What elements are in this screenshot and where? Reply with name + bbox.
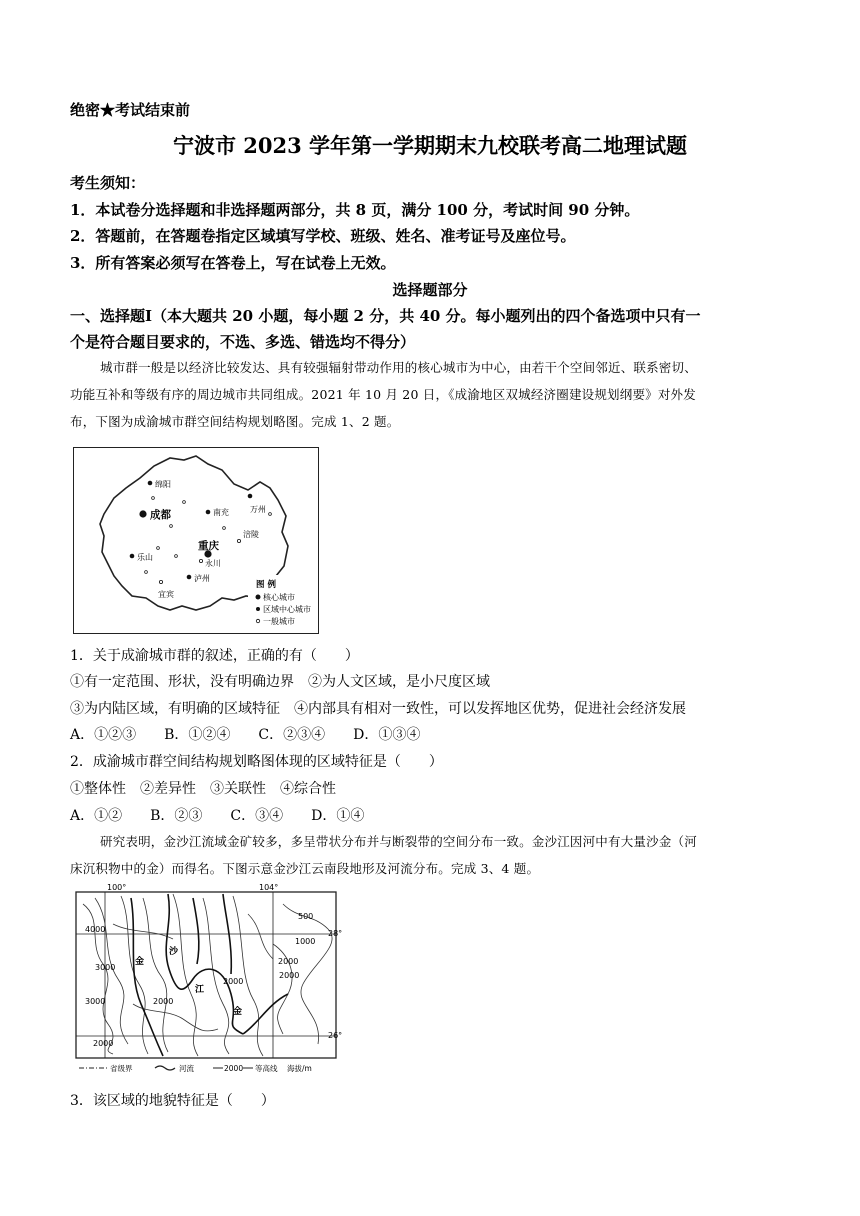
legend-river-symbol — [155, 1066, 175, 1070]
city-dot-general — [223, 527, 226, 530]
city-label-nanchong: 南充 — [213, 508, 229, 517]
lon-100-label: 100° — [107, 884, 127, 892]
notice-heading: 考生须知： — [70, 174, 146, 192]
city-label-chongqing: 重庆 — [198, 540, 219, 552]
passage-2-line-2: 床沉积物中的金）而得名。下图示意金沙江云南段地形及河流分布。完成 3、4 题。 — [70, 861, 540, 876]
contour-label: 2000 — [223, 977, 244, 986]
q2-choices: A．①② B．②③ C．③④ D．①④ — [70, 808, 365, 824]
lon-104-label: 104° — [259, 884, 279, 892]
city-label-chengdu: 成都 — [150, 509, 171, 521]
contour-label: 4000 — [85, 925, 106, 934]
q1-options-line-1: ①有一定范围、形状，没有明确边界 ②为人文区域，是小尺度区域 — [70, 674, 490, 690]
q2-stem: 2．成渝城市群空间结构规划略图体现的区域特征是（ ） — [70, 754, 443, 770]
q2-options-line-1: ①整体性 ②差异性 ③关联性 ④综合性 — [70, 781, 336, 797]
contour-label: 2000 — [279, 971, 300, 980]
page-title: 宁波市 2023 学年第一学期期末九校联考高二地理试题 — [172, 133, 688, 158]
legend-title: 图 例 — [256, 580, 276, 590]
city-dot-leshan — [130, 554, 135, 559]
passage-1-line-2: 功能互补和等级有序的周边城市共同组成。2021 年 10 月 20 日，《成渝地区双城经济圈建设规划纲要》对外发 — [70, 387, 696, 402]
contour-label: 3000 — [95, 963, 116, 972]
legend-river-label: 河流 — [179, 1064, 194, 1073]
city-label-mianyang: 绵阳 — [155, 480, 171, 489]
city-dot-luzhou — [187, 575, 192, 580]
river-label: 金 — [135, 957, 145, 967]
legend-contour-value: 2000 — [224, 1064, 244, 1073]
city-label-yibin: 宜宾 — [158, 590, 174, 599]
chengyu-map — [73, 447, 319, 634]
city-dot-general — [170, 525, 173, 528]
chengyu-map-drawing — [74, 448, 318, 633]
section-heading-line-2: 个是符合题目要求的，不选、多选、错选均不得分） — [70, 333, 416, 351]
contour-label: 500 — [298, 912, 314, 921]
notice-item-2: 2．答题前，在答题卷指定区域填写学校、班级、姓名、准考证号及座位号。 — [70, 227, 576, 245]
contour-label: 2000 — [93, 1039, 114, 1048]
lat-26-label: 26° — [328, 1031, 343, 1040]
jinsha-map — [73, 884, 343, 1079]
legend-core-symbol — [256, 595, 261, 600]
legend-elevation-label: 海拔/m — [287, 1064, 312, 1073]
passage-1-line-1: 城市群一般是以经济比较发达、具有较强辐射带动作用的核心城市为中心，由若干个空间邻近、联系密切、 — [100, 360, 697, 375]
contour-label: 2000 — [278, 957, 299, 966]
city-dot-general — [145, 571, 148, 574]
secret-mark: 绝密★考试结束前 — [70, 101, 191, 119]
q1-options-line-2: ③为内陆区域，有明确的区域特征 ④内部具有相对一致性，可以发挥地区优势，促进社会经济发展 — [70, 701, 686, 717]
notice-item-1: 1．本试卷分选择题和非选择题两部分，共 8 页，满分 100 分，考试时间 90 分钟。 — [70, 201, 640, 219]
legend-boundary-label: 省级界 — [110, 1064, 133, 1073]
contour-label: 3000 — [85, 997, 106, 1006]
city-dot-general — [157, 547, 160, 550]
city-dot-general — [152, 497, 155, 500]
part-title: 选择题部分 — [392, 281, 468, 299]
city-dot-nanchong — [206, 510, 211, 515]
lat-28-label: 28° — [328, 929, 343, 938]
river-label: 金 — [233, 1007, 243, 1017]
legend-general-label: 一般城市 — [263, 617, 295, 626]
legend-regional-symbol — [256, 607, 260, 611]
city-label-luzhou: 泸州 — [194, 574, 210, 583]
contour-label: 2000 — [153, 997, 174, 1006]
city-label-fuling: 涪陵 — [243, 530, 259, 539]
city-label-yongchuan: 永川 — [205, 559, 221, 568]
city-dot-general — [183, 501, 186, 504]
city-dot-fuling — [237, 539, 240, 542]
contour-label: 1000 — [295, 937, 316, 946]
jinsha-map-drawing — [73, 884, 343, 1079]
river-label: 江 — [195, 985, 205, 995]
q1-stem: 1．关于成渝城市群的叙述，正确的有（ ） — [70, 648, 359, 664]
passage-2-line-1: 研究表明，金沙江流域金矿较多，多呈带状分布并与断裂带的空间分布一致。金沙江因河中有大量沙金（河 — [100, 834, 697, 849]
q3-stem: 3．该区域的地貌特征是（ ） — [70, 1093, 275, 1109]
q1-choices: A．①②③ B．①②④ C．②③④ D．①③④ — [70, 727, 421, 743]
passage-1-line-3: 布，下图为成渝城市群空间结构规划略图。完成 1、2 题。 — [70, 414, 400, 429]
city-dot-yibin — [159, 580, 162, 583]
city-dot-general — [175, 555, 178, 558]
city-dot-yongchuan — [199, 559, 202, 562]
city-label-wanzhou: 万州 — [250, 505, 266, 514]
city-dot-general — [269, 513, 272, 516]
legend-general-symbol — [256, 619, 259, 622]
legend-core-label: 核心城市 — [263, 593, 295, 602]
river-label: 沙 — [169, 947, 179, 957]
city-dot-chengdu — [139, 510, 146, 517]
legend-regional-label: 区域中心城市 — [263, 605, 311, 614]
section-heading-line-1: 一、选择题Ⅰ（本大题共 20 小题，每小题 2 分，共 40 分。每小题列出的四个备选项中只有一 — [70, 307, 701, 325]
notice-item-3: 3．所有答案必须写在答卷上，写在试卷上无效。 — [70, 254, 396, 272]
city-dot-mianyang — [148, 481, 153, 486]
city-dot-wanzhou — [248, 494, 253, 499]
city-label-leshan: 乐山 — [137, 553, 153, 562]
legend-contour-label: 等高线 — [255, 1064, 278, 1073]
